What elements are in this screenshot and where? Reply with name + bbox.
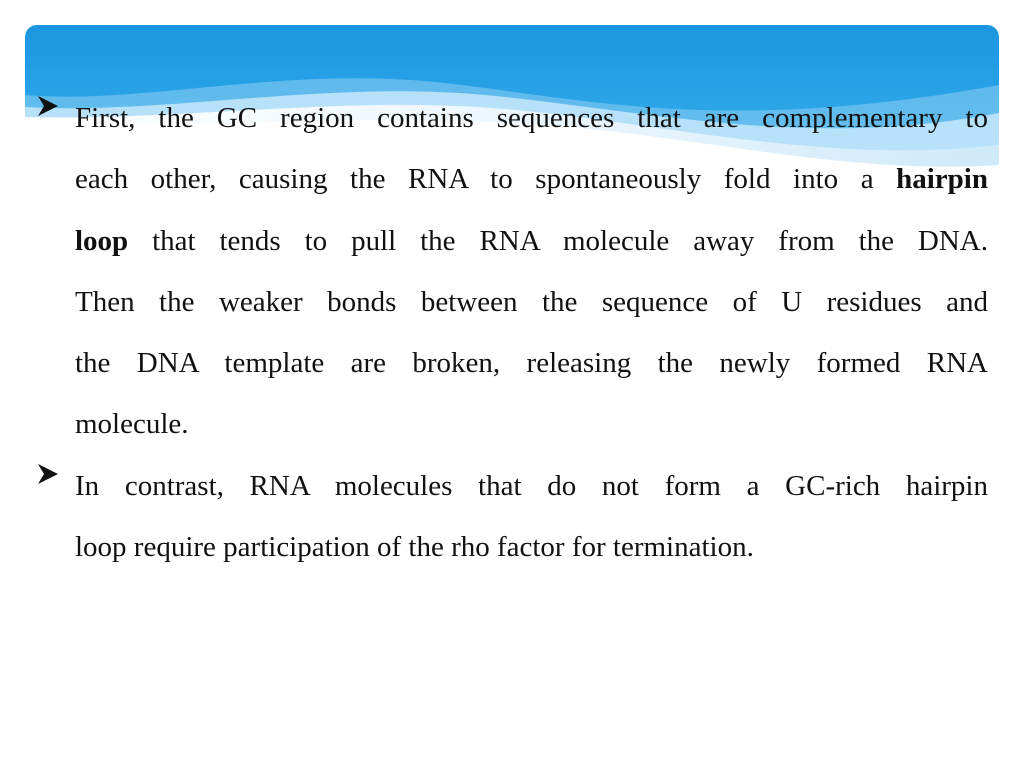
text-line xyxy=(75,333,988,394)
text-segment: molecule. xyxy=(75,408,189,441)
bullet-text-2 xyxy=(75,456,988,579)
text-segment: each other, causing the RNA to spontaneously fold into a xyxy=(75,163,897,196)
text-line xyxy=(75,456,988,517)
arrow-bullet-icon xyxy=(36,463,60,485)
bullet-text-1 xyxy=(75,88,988,456)
text-line xyxy=(75,517,988,578)
text-line xyxy=(75,394,988,455)
text-segment: Then the weaker bonds between the sequence of U residues and xyxy=(75,285,988,318)
text-segment: loop require participation of the rho factor for termination. xyxy=(75,531,754,564)
text-segment: In contrast, RNA molecules that do not form a GC-rich hairpin xyxy=(75,470,988,502)
text-line xyxy=(75,149,988,210)
bold-term: loop xyxy=(75,224,129,257)
text-line xyxy=(75,272,988,333)
text-line xyxy=(75,211,988,272)
text-segment: that tends to pull the RNA molecule away from the DNA. xyxy=(128,224,988,257)
arrow-bullet-icon xyxy=(36,95,60,117)
text-segment: the DNA template are broken, releasing the newly formed RNA xyxy=(75,347,988,380)
bold-term: hairpin xyxy=(896,163,988,196)
text-segment: First, the GC region contains sequences that are complementary to xyxy=(75,102,988,134)
text-line xyxy=(75,88,988,149)
